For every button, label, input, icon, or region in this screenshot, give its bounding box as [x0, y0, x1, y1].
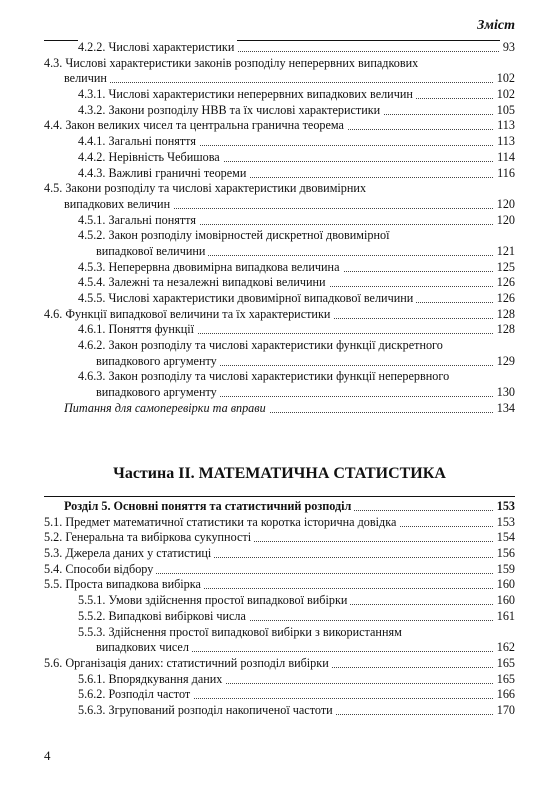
toc-entry [44, 338, 515, 354]
toc-entry-title: 5.2. Генеральна та вибіркова сукупності [44, 530, 254, 546]
toc-entry-page: 162 [494, 640, 515, 656]
toc-entry-title: випадкових чисел [96, 640, 192, 656]
toc-entry [44, 672, 515, 688]
toc-entry [44, 291, 515, 307]
toc-entry-title: 4.5.3. Неперервна двовимірна випадкова величина [78, 260, 343, 276]
toc-entry-title: 4.5.2. Закон розподілу імовірностей дискретної двовимірної [78, 228, 392, 244]
toc-entry-title: Розділ 5. Основні поняття та статистичний розподіл [64, 499, 354, 515]
toc-entry-title: 4.3.2. Закони розподілу НВВ та їх числові характеристики [78, 103, 383, 119]
toc-entry [44, 244, 515, 260]
toc-entry [44, 703, 515, 719]
toc-entry-title: 5.1. Предмет математичної статистики та коротка історична довідка [44, 515, 399, 531]
toc-entry [44, 150, 515, 166]
toc-entry-page: 102 [494, 87, 515, 103]
toc-entry-title: випадкової величини [96, 244, 208, 260]
toc-entry-title: 5.6.1. Впорядкування даних [78, 672, 225, 688]
toc-entry [44, 530, 515, 546]
toc-entry-title: випадкового аргументу [96, 354, 220, 370]
toc-entry-page: 113 [494, 134, 515, 150]
toc-entry [44, 593, 515, 609]
toc-entry-page: 126 [494, 275, 515, 291]
toc-entry [44, 515, 515, 531]
toc-entry [44, 197, 515, 213]
toc-entry-page: 102 [494, 71, 515, 87]
toc-entry [44, 562, 515, 578]
toc-entry-page: 114 [494, 150, 515, 166]
toc-entry-page: 170 [494, 703, 515, 719]
toc-entry-page: 165 [494, 672, 515, 688]
toc-entry [44, 134, 515, 150]
toc-entry-page: 159 [494, 562, 515, 578]
toc-entry-title: 4.5.5. Числові характеристики двовимірної випадкової величини [78, 291, 416, 307]
toc-entry-page: 166 [494, 687, 515, 703]
toc-entry [44, 640, 515, 656]
toc-entry-title: величин [64, 71, 110, 87]
toc-entry-page: 93 [500, 40, 515, 56]
running-header [44, 18, 515, 40]
toc-entry-page: 128 [494, 322, 515, 338]
header-title: Зміст [477, 18, 515, 33]
toc-entry-title: 4.4.1. Загальні поняття [78, 134, 199, 150]
toc-entry [44, 401, 515, 417]
toc-entry-title: 5.4. Способи відбору [44, 562, 156, 578]
toc-entry-title: випадкового аргументу [96, 385, 220, 401]
toc-entry-page: 129 [494, 354, 515, 370]
toc-entry-page: 156 [494, 546, 515, 562]
toc-entry-title: 4.3.1. Числові характеристики неперервних випадкових величин [78, 87, 416, 103]
toc-entry-page: 113 [494, 118, 515, 134]
toc-entry-title: 4.6. Функції випадкової величини та їх характеристики [44, 307, 333, 323]
toc-entry [44, 181, 515, 197]
toc-entry [44, 322, 515, 338]
toc-entry-page: 121 [494, 244, 515, 260]
toc-entry-title: Питання для самоперевірки та вправи [64, 401, 269, 417]
toc-entry [44, 118, 515, 134]
toc-entry-page: 120 [494, 213, 515, 229]
toc-entry-title: 4.4. Закон великих чисел та центральна гранична теорема [44, 118, 347, 134]
toc-entry-page: 130 [494, 385, 515, 401]
toc-entry-page: 120 [494, 197, 515, 213]
toc-entry-page: 154 [494, 530, 515, 546]
toc-entry-title: 4.6.2. Закон розподілу та числові характеристики функції дискретного [78, 338, 446, 354]
toc-entry-title: 5.5.3. Здійснення простої випадкової вибірки з використанням [78, 625, 405, 641]
toc-entry-page: 160 [494, 577, 515, 593]
toc-entry [44, 625, 515, 641]
toc-entry-page: 153 [494, 515, 515, 531]
toc-entry [44, 87, 515, 103]
toc-entry [44, 260, 515, 276]
page-number: 4 [44, 748, 51, 763]
toc-entry [44, 546, 515, 562]
toc-entry [44, 687, 515, 703]
toc-entry-page: 161 [494, 609, 515, 625]
toc-entry [44, 369, 515, 385]
toc-entry-page: 165 [494, 656, 515, 672]
toc-entry-title: 4.5.4. Залежні та незалежні випадкові величини [78, 275, 329, 291]
toc-entry [44, 71, 515, 87]
toc-entry [44, 385, 515, 401]
toc-entry [44, 213, 515, 229]
toc-entry-page: 126 [494, 291, 515, 307]
toc-entry-title: 4.6.3. Закон розподілу та числові характеристики функції неперервного [78, 369, 452, 385]
toc-entry-title: 5.5.2. Випадкові вибіркові числа [78, 609, 249, 625]
toc-entry-title: 4.3. Числові характеристики законів розподілу неперервних випадкових [44, 56, 421, 72]
toc-entry-title: 4.6.1. Поняття функції [78, 322, 197, 338]
toc-section-bottom [44, 499, 515, 719]
toc-entry-title: 5.5. Проста випадкова вибірка [44, 577, 204, 593]
toc-entry-page: 160 [494, 593, 515, 609]
toc-entry-title: 4.4.3. Важливі граничні теореми [78, 166, 249, 182]
toc-entry-title: 5.6. Організація даних: статистичний розподіл вибірки [44, 656, 332, 672]
part-title: Частина II. МАТЕМАТИЧНА СТАТИСТИКА [113, 465, 446, 482]
toc-entry [44, 40, 515, 56]
toc-entry-page: 116 [494, 166, 515, 182]
toc-entry-title: 5.6.3. Згрупований розподіл накопиченої частоти [78, 703, 336, 719]
toc-entry [44, 307, 515, 323]
toc-entry [44, 228, 515, 244]
toc-entry-title: 4.4.2. Нерівність Чебишова [78, 150, 223, 166]
part-rule [44, 496, 515, 497]
toc-entry-page: 105 [494, 103, 515, 119]
toc-entry [44, 56, 515, 72]
toc-entry-title: 5.3. Джерела даних у статистиці [44, 546, 214, 562]
toc-entry [44, 354, 515, 370]
toc-entry-page: 153 [494, 499, 515, 515]
toc-entry [44, 166, 515, 182]
toc-entry-title: 5.6.2. Розподіл частот [78, 687, 193, 703]
toc-entry-title: 4.2.2. Числові характеристики [78, 40, 237, 56]
toc-entry-title: випадкових величин [64, 197, 173, 213]
toc-entry-page: 128 [494, 307, 515, 323]
toc-leader-dots [64, 71, 515, 83]
toc-entry [44, 499, 515, 515]
toc-entry [44, 577, 515, 593]
toc-entry [44, 275, 515, 291]
toc-entry [44, 103, 515, 119]
toc-entry-title: 4.5. Закони розподілу та числові характеристики двовимірних [44, 181, 369, 197]
toc-entry-title: 5.5.1. Умови здійснення простої випадкової вибірки [78, 593, 350, 609]
toc-entry [44, 656, 515, 672]
toc-section-top [44, 40, 515, 417]
toc-entry-page: 125 [494, 260, 515, 276]
toc-entry-page: 134 [494, 401, 515, 417]
toc-entry [44, 609, 515, 625]
toc-entry-title: 4.5.1. Загальні поняття [78, 213, 199, 229]
